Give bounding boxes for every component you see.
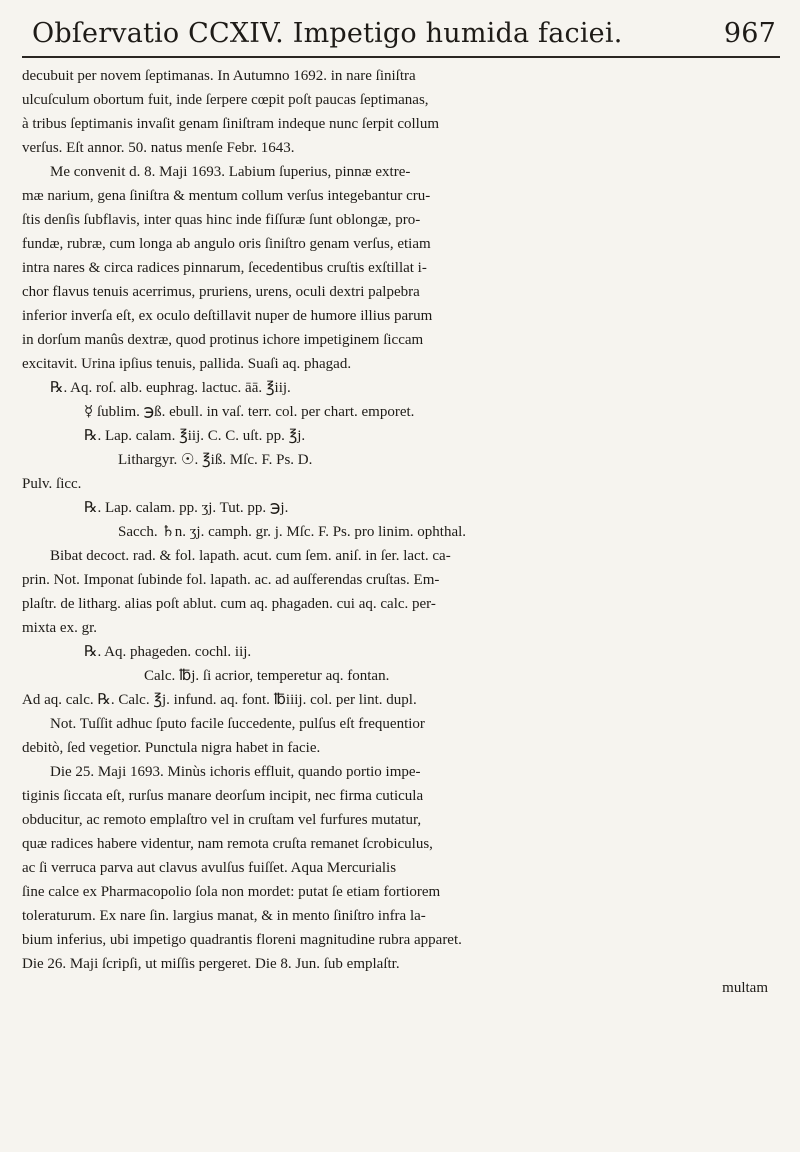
header-rule xyxy=(22,56,780,58)
recipe-line: ℞. Aq. roſ. alb. euphrag. lactuc. āā. ℥iij. xyxy=(50,380,291,396)
recipe-line: ☿ ſublim. ℈ß. ebull. in vaſ. terr. col. per chart. emporet. xyxy=(84,404,415,420)
text-line: in dorſum manûs dextræ, quod protinus ichore impetiginem ſiccam xyxy=(22,332,424,348)
text-line: mixta ex. gr. xyxy=(22,620,97,636)
text-line: obducitur, ac remoto emplaſtro vel in cruſtam vel furfures mutatur, xyxy=(22,812,422,828)
recipe-line: ℞. Aq. phageden. cochl. iij. xyxy=(84,644,252,660)
recipe-line: ℞. Lap. calam. ℥iij. C. C. uſt. pp. ℥j. xyxy=(84,428,306,444)
page-number: 967 xyxy=(723,18,776,49)
text-line: Die 25. Maji 1693. Minùs ichoris effluit, quando portio impe- xyxy=(50,764,421,780)
text-line: plaſtr. de litharg. alias poſt ablut. cum aq. phagaden. cui aq. calc. per- xyxy=(22,596,436,612)
page-title: Obſervatio CCXIV. Impetigo humida faciei. xyxy=(32,18,623,49)
text-line: inferior inverſa eſt, ex oculo deſtillavit nuper de humore illius parum xyxy=(22,308,433,324)
text-line: ac ſi verruca parva aut clavus avulſus fuiſſet. Aqua Mercurialis xyxy=(22,860,397,876)
text-line: Me convenit d. 8. Maji 1693. Labium ſuperius, pinnæ extre- xyxy=(50,164,411,180)
recipe-line: Ad aq. calc. ℞. Calc. ℥j. infund. aq. font. ℔iiij. col. per lint. dupl. xyxy=(22,692,417,708)
text-line: Not. Tuſſit adhuc ſputo facile ſuccedente, pulſus eſt frequentior xyxy=(50,716,425,732)
text-line: chor flavus tenuis acerrimus, pruriens, urens, oculi dextri palpebra xyxy=(22,284,420,300)
text-line: fundæ, rubræ, cum longa ab angulo oris ſiniſtro genam verſus, etiam xyxy=(22,236,431,252)
text-line: prin. Not. Imponat ſubinde fol. lapath. ac. ad auſferendas cruſtas. Em- xyxy=(22,572,440,588)
text-line: ſtis denſis ſubflavis, inter quas hinc inde fiſſuræ ſunt oblongæ, pro- xyxy=(22,212,421,228)
recipe-line: Sacch. ♄n. ʒj. camph. gr. j. Mſc. F. Ps. pro linim. ophthal. xyxy=(118,524,467,540)
text-line: debitò, ſed vegetior. Punctula nigra habet in facie. xyxy=(22,740,321,756)
text-line: ſine calce ex Pharmacopolio ſola non mordet: putat ſe etiam fortiorem xyxy=(22,884,441,900)
body-text xyxy=(22,64,784,1000)
catchword: multam xyxy=(722,980,768,996)
text-line: decubuit per novem ſeptimanas. In Autumno 1692. in nare ſiniſtra xyxy=(22,68,416,84)
text-line: ulcuſculum obortum fuit, inde ſerpere cœpit poſt paucas ſeptimanas, xyxy=(22,92,429,108)
text-line: excitavit. Urina ipſius tenuis, pallida. Suaſi aq. phagad. xyxy=(22,356,352,372)
text-line: quæ radices habere videntur, nam remota cruſta remanet ſcrobiculus, xyxy=(22,836,433,852)
recipe-line: Calc. ℔j. ſi acrior, temperetur aq. fontan. xyxy=(144,668,390,684)
text-line: à tribus ſeptimanis invaſit genam ſiniſtram indeque nunc ſerpit collum xyxy=(22,116,439,132)
page xyxy=(22,12,784,1000)
text-line: intra nares & circa radices pinnarum, ſecedentibus cruſtis exſtillat i- xyxy=(22,260,427,276)
text-line: bium inferius, ubi impetigo quadrantis floreni magnitudine rubra apparet. xyxy=(22,932,462,948)
recipe-line: Lithargyr. ☉. ℥iß. Mſc. F. Ps. D. xyxy=(118,452,313,468)
recipe-heading: Pulv. ſicc. xyxy=(22,476,82,492)
running-header xyxy=(22,12,784,56)
text-line: tiginis ſiccata eſt, rurſus manare deorſum incipit, nec firma cuticula xyxy=(22,788,424,804)
text-line: verſus. Eſt annor. 50. natus menſe Febr. 1643. xyxy=(22,140,295,156)
text-line: mæ narium, gena ſiniſtra & mentum collum verſus integebantur cru- xyxy=(22,188,431,204)
recipe-line: ℞. Lap. calam. pp. ʒj. Tut. pp. ℈j. xyxy=(84,500,289,516)
text-line: Bibat decoct. rad. & fol. lapath. acut. cum ſem. aniſ. in ſer. lact. ca- xyxy=(50,548,451,564)
text-line: toleraturum. Ex nare ſin. largius manat, & in mento ſiniſtro infra la- xyxy=(22,908,426,924)
text-line: Die 26. Maji ſcripſi, ut miſſis pergeret. Die 8. Jun. ſub emplaſtr. xyxy=(22,956,400,972)
